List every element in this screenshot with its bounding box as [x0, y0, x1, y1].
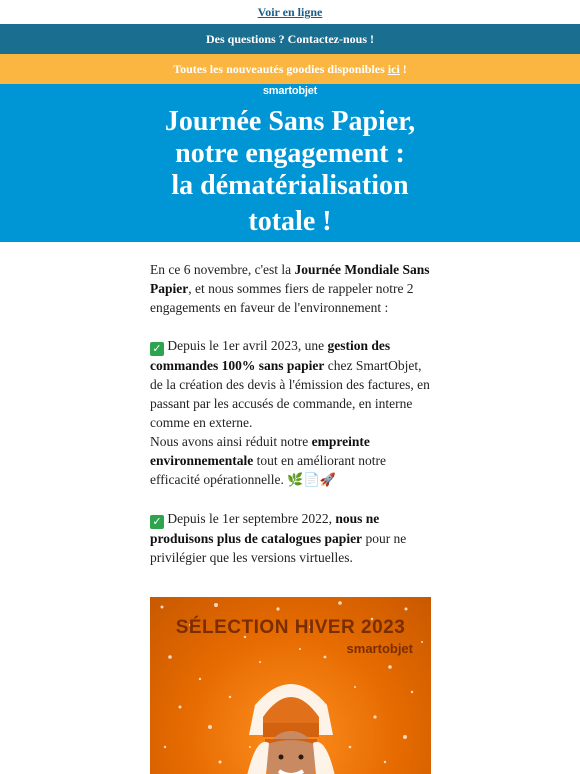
hero-title-line: Journée Sans Papier, [164, 106, 416, 137]
text: pour ne privilégier que les versions virtuelles. [150, 531, 407, 565]
contact-text[interactable]: Des questions ? Contactez-nous ! [206, 32, 374, 46]
check-mark-icon: ✓ [150, 515, 164, 529]
contact-bar[interactable] [0, 24, 580, 54]
catalog-paragraph [150, 509, 435, 567]
banner-title: SÉLECTION HIVER 2023 [175, 617, 406, 638]
hero-title-line: notre engagement : [175, 138, 405, 169]
news-bar [0, 54, 580, 84]
text: tout en améliorant notre efficacité opérationnelle. [150, 453, 386, 487]
hero-title-line: totale ! [248, 206, 332, 237]
hero-title [0, 106, 580, 238]
news-link[interactable]: ici [387, 62, 400, 76]
news-text: Toutes les nouveautés goodies disponibles [173, 62, 388, 76]
winter-selection-banner[interactable] [150, 597, 431, 774]
hero-title-line: la dématérialisation [171, 170, 409, 201]
text: chez SmartObjet, de la création des devis à l'émission des factures, en passant par les accusés de commande, en interne comme en externe. [150, 358, 430, 430]
view-online-link[interactable]: Voir en ligne [257, 5, 323, 19]
text: Depuis le 1er septembre 2022, [164, 511, 336, 526]
check-mark-icon: ✓ [150, 342, 164, 356]
paperless-orders-paragraph [150, 336, 435, 432]
brand-logo: smartobjet [262, 85, 318, 97]
message-body [150, 260, 435, 586]
intro-paragraph [150, 260, 435, 317]
bold-text: Journée Mondiale Sans Papier [150, 262, 430, 296]
hero-banner [0, 84, 580, 242]
text: , et nous sommes fiers de rappeler notre 2 engagements en faveur de l'environnement : [150, 281, 414, 315]
text: Depuis le 1er avril 2023, une [164, 338, 328, 353]
leaf-document-rocket-icon: 🌿📄🚀 [287, 473, 336, 488]
person-in-beanie-image [235, 665, 347, 774]
bold-text: gestion des commandes 100% sans papier [150, 338, 391, 373]
text: En ce 6 novembre, c'est la [150, 262, 295, 277]
top-bar [0, 0, 580, 24]
banner-brand-logo: smartobjet [346, 641, 413, 656]
footprint-paragraph [150, 432, 435, 490]
news-text-end: ! [399, 62, 407, 76]
bold-text: empreinte environnementale [150, 434, 370, 468]
bold-text: nous ne produisons plus de catalogues papier [150, 511, 380, 546]
text: Nous avons ainsi réduit notre [150, 434, 312, 449]
